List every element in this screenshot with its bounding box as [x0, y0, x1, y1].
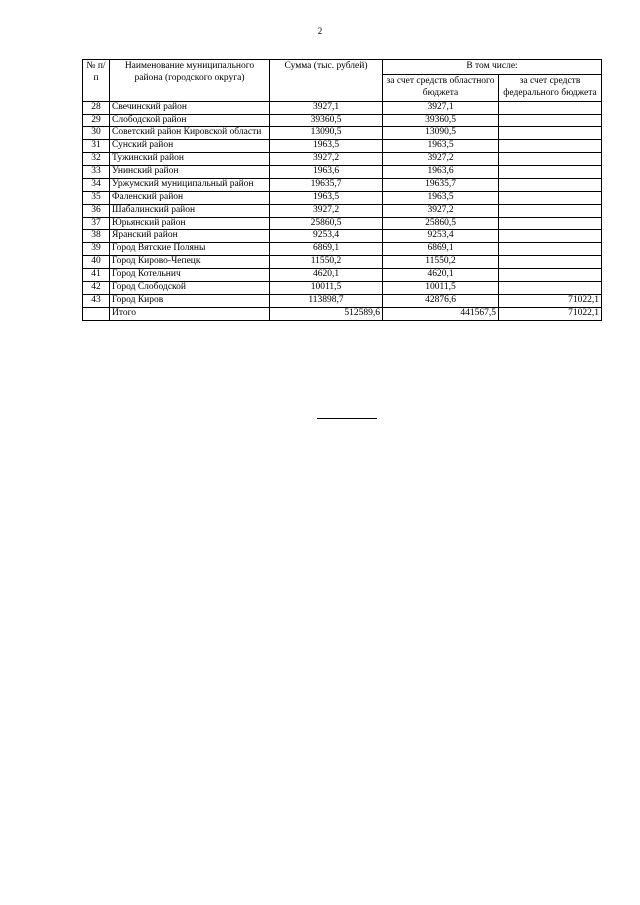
- row-sum: 13090,5: [270, 127, 383, 140]
- row-federal: 71022,1: [499, 294, 602, 307]
- row-number: 29: [83, 114, 110, 127]
- row-federal: [499, 178, 602, 191]
- row-name: Тужинский район: [110, 153, 270, 166]
- row-number: 40: [83, 256, 110, 269]
- row-number: 28: [83, 101, 110, 114]
- header-federal: за счет средств федерального бюджета: [499, 74, 602, 101]
- table-row: [83, 256, 602, 269]
- row-regional: 1963,5: [383, 191, 499, 204]
- table-row: [83, 140, 602, 153]
- table-row: [83, 153, 602, 166]
- row-number: 42: [83, 281, 110, 294]
- row-number: 41: [83, 269, 110, 282]
- row-federal: [499, 204, 602, 217]
- total-sum: 512589,6: [270, 307, 383, 320]
- row-number: 43: [83, 294, 110, 307]
- header-name: Наименование муниципального района (городского округа): [110, 60, 270, 102]
- row-name: Город Кирово-Чепецк: [110, 256, 270, 269]
- row-name: Город Слободской: [110, 281, 270, 294]
- row-sum: 4620,1: [270, 269, 383, 282]
- row-name: Уржумский муниципальный район: [110, 178, 270, 191]
- row-federal: [499, 114, 602, 127]
- row-regional: 3927,2: [383, 153, 499, 166]
- row-sum: 1963,6: [270, 166, 383, 179]
- row-name: Сунский район: [110, 140, 270, 153]
- row-sum: 11550,2: [270, 256, 383, 269]
- row-regional: 42876,6: [383, 294, 499, 307]
- row-name: Город Вятские Поляны: [110, 243, 270, 256]
- table-row: [83, 269, 602, 282]
- row-number: 38: [83, 230, 110, 243]
- row-name: Город Киров: [110, 294, 270, 307]
- table-row: [83, 178, 602, 191]
- row-regional: 9253,4: [383, 230, 499, 243]
- row-regional: 6869,1: [383, 243, 499, 256]
- row-regional: 4620,1: [383, 269, 499, 282]
- row-name: Юрьянский район: [110, 217, 270, 230]
- header-including: В том числе:: [383, 60, 602, 75]
- row-federal: [499, 269, 602, 282]
- table-row: [83, 191, 602, 204]
- row-federal: [499, 166, 602, 179]
- row-number: 36: [83, 204, 110, 217]
- row-number: 31: [83, 140, 110, 153]
- row-sum: 3927,2: [270, 153, 383, 166]
- row-sum: 10011,5: [270, 281, 383, 294]
- total-label: Итого: [110, 307, 270, 320]
- row-regional: 3927,1: [383, 101, 499, 114]
- row-regional: 13090,5: [383, 127, 499, 140]
- table-row: [83, 114, 602, 127]
- table-row: [83, 166, 602, 179]
- row-sum: 1963,5: [270, 140, 383, 153]
- row-name: Свечинский район: [110, 101, 270, 114]
- row-federal: [499, 140, 602, 153]
- row-sum: 19635,7: [270, 178, 383, 191]
- header-num: № п/п: [83, 60, 110, 102]
- table-row: [83, 230, 602, 243]
- row-regional: 1963,6: [383, 166, 499, 179]
- table-body: [83, 101, 602, 320]
- row-number: 33: [83, 166, 110, 179]
- row-regional: 25860,5: [383, 217, 499, 230]
- closing-line: [317, 418, 377, 419]
- row-regional: 39360,5: [383, 114, 499, 127]
- row-name: Шабалинский район: [110, 204, 270, 217]
- total-row: [83, 307, 602, 320]
- row-sum: 39360,5: [270, 114, 383, 127]
- row-sum: 25860,5: [270, 217, 383, 230]
- row-number: 32: [83, 153, 110, 166]
- row-federal: [499, 217, 602, 230]
- row-name: Яранский район: [110, 230, 270, 243]
- row-regional: 19635,7: [383, 178, 499, 191]
- row-sum: 6869,1: [270, 243, 383, 256]
- row-federal: [499, 230, 602, 243]
- table-row: [83, 243, 602, 256]
- row-sum: 3927,2: [270, 204, 383, 217]
- row-federal: [499, 256, 602, 269]
- row-federal: [499, 101, 602, 114]
- row-federal: [499, 281, 602, 294]
- header-sum: Сумма (тыс. рублей): [270, 60, 383, 102]
- row-name: Слободской район: [110, 114, 270, 127]
- page-number: 2: [317, 26, 323, 36]
- row-name: Фаленский район: [110, 191, 270, 204]
- row-regional: 1963,5: [383, 140, 499, 153]
- row-sum: 3927,1: [270, 101, 383, 114]
- row-number: 37: [83, 217, 110, 230]
- row-sum: 1963,5: [270, 191, 383, 204]
- header-regional: за счет средств областного бюджета: [383, 74, 499, 101]
- row-name: Советский район Кировской области: [110, 127, 270, 140]
- row-federal: [499, 243, 602, 256]
- row-name: Город Котельнич: [110, 269, 270, 282]
- total-federal: 71022,1: [499, 307, 602, 320]
- table-row: [83, 101, 602, 114]
- row-number: 39: [83, 243, 110, 256]
- row-name: Унинский район: [110, 166, 270, 179]
- budget-table: [82, 59, 602, 321]
- row-sum: 113898,7: [270, 294, 383, 307]
- table-row: [83, 294, 602, 307]
- row-regional: 3927,2: [383, 204, 499, 217]
- row-sum: 9253,4: [270, 230, 383, 243]
- total-number: [83, 307, 110, 320]
- table-row: [83, 217, 602, 230]
- row-regional: 11550,2: [383, 256, 499, 269]
- row-federal: [499, 127, 602, 140]
- row-number: 35: [83, 191, 110, 204]
- table-row: [83, 281, 602, 294]
- row-federal: [499, 153, 602, 166]
- row-federal: [499, 191, 602, 204]
- row-regional: 10011,5: [383, 281, 499, 294]
- row-number: 34: [83, 178, 110, 191]
- table-row: [83, 127, 602, 140]
- table-row: [83, 204, 602, 217]
- total-regional: 441567,5: [383, 307, 499, 320]
- row-number: 30: [83, 127, 110, 140]
